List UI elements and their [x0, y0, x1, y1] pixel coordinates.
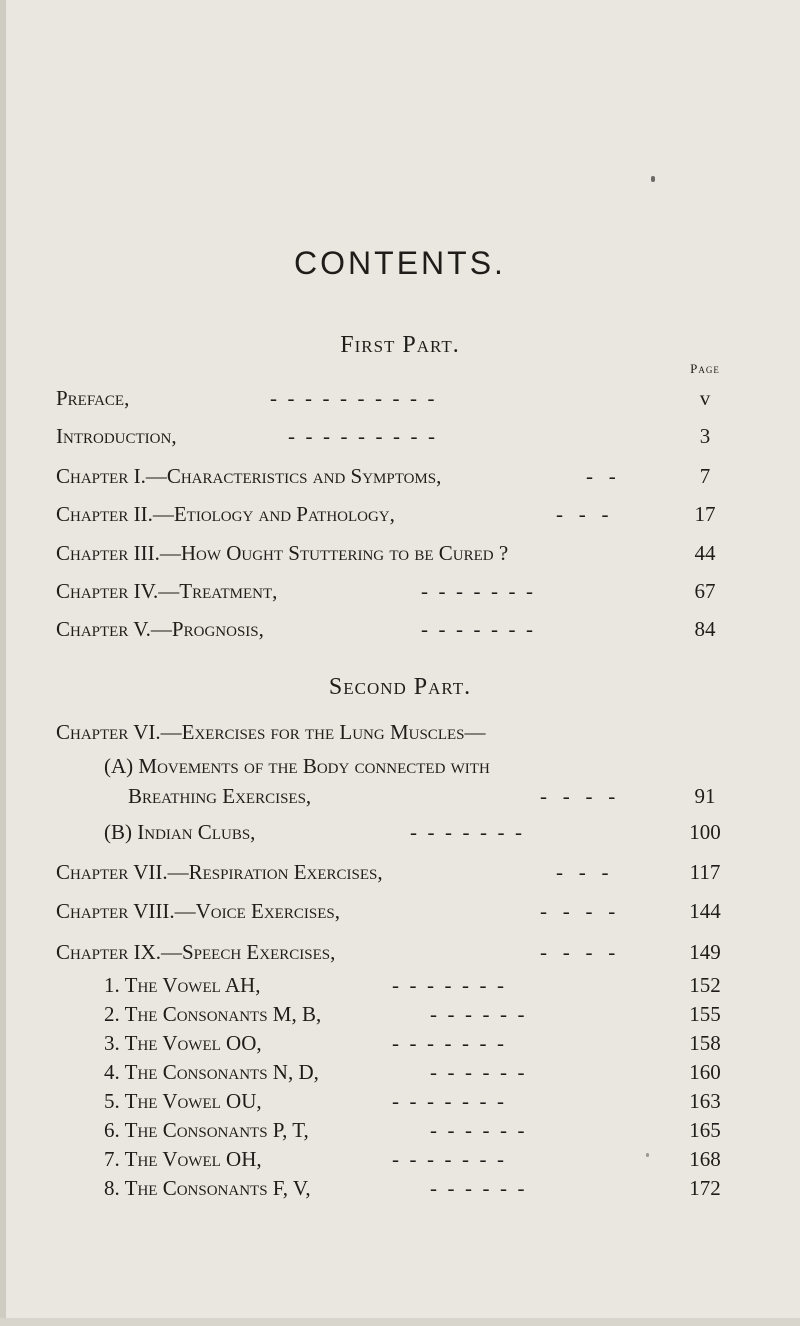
entry-page: 91: [694, 784, 716, 808]
entry-label: Breathing Exercises,: [128, 784, 312, 808]
leader-dots: - - - -: [540, 940, 616, 964]
entry-page: 165: [689, 1118, 721, 1142]
entry-label: Preface,: [56, 386, 130, 410]
entry-page: 152: [689, 973, 721, 997]
entry-page: 117: [689, 860, 721, 884]
leader-dots: - - - - - - -: [421, 579, 533, 603]
leader-dots: - - -: [556, 502, 609, 526]
leader-dots: - - - - - - -: [392, 1031, 504, 1055]
entry-page: 163: [689, 1089, 721, 1113]
toc-entry[interactable]: [0, 383, 800, 413]
entry-label: (A) Movements of the Body connected with: [104, 754, 490, 778]
leader-dots: - - - - - - -: [392, 1147, 504, 1171]
toc-entry[interactable]: [0, 614, 800, 644]
contents-title: CONTENTS.: [294, 245, 506, 281]
entry-page: 158: [689, 1031, 721, 1055]
entry-label: Chapter I.—Characteristics and Symptoms,: [56, 464, 442, 488]
entry-page: 84: [694, 617, 716, 641]
page-bottom-edge: [0, 1318, 800, 1326]
leader-dots: - - - - - - -: [392, 973, 504, 997]
entry-label: Chapter VII.—Respiration Exercises,: [56, 860, 383, 884]
entry-page: 3: [699, 424, 711, 448]
entry-label: 8. The Consonants F, V,: [104, 1176, 311, 1200]
leader-dots: - -: [586, 464, 616, 488]
leader-dots: - - - - - - -: [410, 820, 522, 844]
toc-entry[interactable]: [0, 538, 800, 568]
entry-label: 2. The Consonants M, B,: [104, 1002, 322, 1026]
entry-page: 160: [689, 1060, 721, 1084]
entry-label: Chapter VI.—Exercises for the Lung Muscles—: [56, 720, 486, 744]
toc-entry[interactable]: [0, 1115, 800, 1145]
toc-entry[interactable]: [0, 1144, 800, 1174]
entry-label: 3. The Vowel OO,: [104, 1031, 262, 1055]
toc-entry[interactable]: [0, 499, 800, 529]
entry-page: 7: [699, 464, 711, 488]
leader-dots: - - - - - - -: [392, 1089, 504, 1113]
toc-entry[interactable]: [0, 461, 800, 491]
entry-page: 67: [694, 579, 716, 603]
toc-entry[interactable]: [0, 781, 800, 811]
leader-dots: - - - - - -: [430, 1118, 525, 1142]
toc-entry[interactable]: [0, 937, 800, 967]
entry-page: 100: [689, 820, 721, 844]
entry-label: Chapter V.—Prognosis,: [56, 617, 264, 641]
leader-dots: - - - - - -: [430, 1002, 525, 1026]
toc-entry[interactable]: [0, 1057, 800, 1087]
leader-dots: - - -: [556, 860, 609, 884]
toc-entry[interactable]: [0, 1086, 800, 1116]
leader-dots: - - - -: [540, 784, 616, 808]
entry-label: Chapter III.—How Ought Stuttering to be Cured ?: [56, 541, 509, 565]
entry-label: 1. The Vowel AH,: [104, 973, 261, 997]
toc-entry[interactable]: [0, 857, 800, 887]
ink-speck: [651, 176, 655, 182]
toc-chapter-heading: [0, 717, 800, 747]
entry-label: Chapter II.—Etiology and Pathology,: [56, 502, 395, 526]
toc-entry[interactable]: [0, 576, 800, 606]
second-part-heading: Second Part.: [328, 674, 472, 700]
entry-page: v: [699, 386, 711, 410]
toc-entry[interactable]: [0, 1173, 800, 1203]
leader-dots: - - - - - - - - -: [288, 424, 435, 448]
entry-label: Chapter IV.—Treatment,: [56, 579, 278, 603]
leader-dots: - - - -: [540, 899, 616, 923]
entry-page: 44: [694, 541, 716, 565]
toc-entry[interactable]: [0, 1028, 800, 1058]
entry-label: 6. The Consonants P, T,: [104, 1118, 309, 1142]
entry-page: 168: [689, 1147, 721, 1171]
entry-page: 17: [694, 502, 716, 526]
first-part-heading: First Part.: [340, 332, 460, 358]
entry-label: Chapter IX.—Speech Exercises,: [56, 940, 336, 964]
entry-page: 144: [689, 899, 721, 923]
toc-entry[interactable]: [0, 421, 800, 451]
toc-subheading: [0, 751, 800, 781]
entry-page: 172: [689, 1176, 721, 1200]
toc-entry[interactable]: [0, 896, 800, 926]
toc-entry[interactable]: [0, 999, 800, 1029]
entry-label: Introduction,: [56, 424, 177, 448]
leader-dots: - - - - - -: [430, 1060, 525, 1084]
entry-page: 155: [689, 1002, 721, 1026]
leader-dots: - - - - - - -: [421, 617, 533, 641]
leader-dots: - - - - - -: [430, 1176, 525, 1200]
entry-label: 7. The Vowel OH,: [104, 1147, 262, 1171]
toc-entry[interactable]: [0, 817, 800, 847]
entry-page: 149: [689, 940, 721, 964]
page-column-label: Page: [690, 361, 720, 376]
entry-label: Chapter VIII.—Voice Exercises,: [56, 899, 340, 923]
entry-label: (B) Indian Clubs,: [104, 820, 256, 844]
entry-label: 5. The Vowel OU,: [104, 1089, 262, 1113]
leader-dots: - - - - - - - - - -: [270, 386, 435, 410]
toc-entry[interactable]: [0, 970, 800, 1000]
entry-label: 4. The Consonants N, D,: [104, 1060, 319, 1084]
